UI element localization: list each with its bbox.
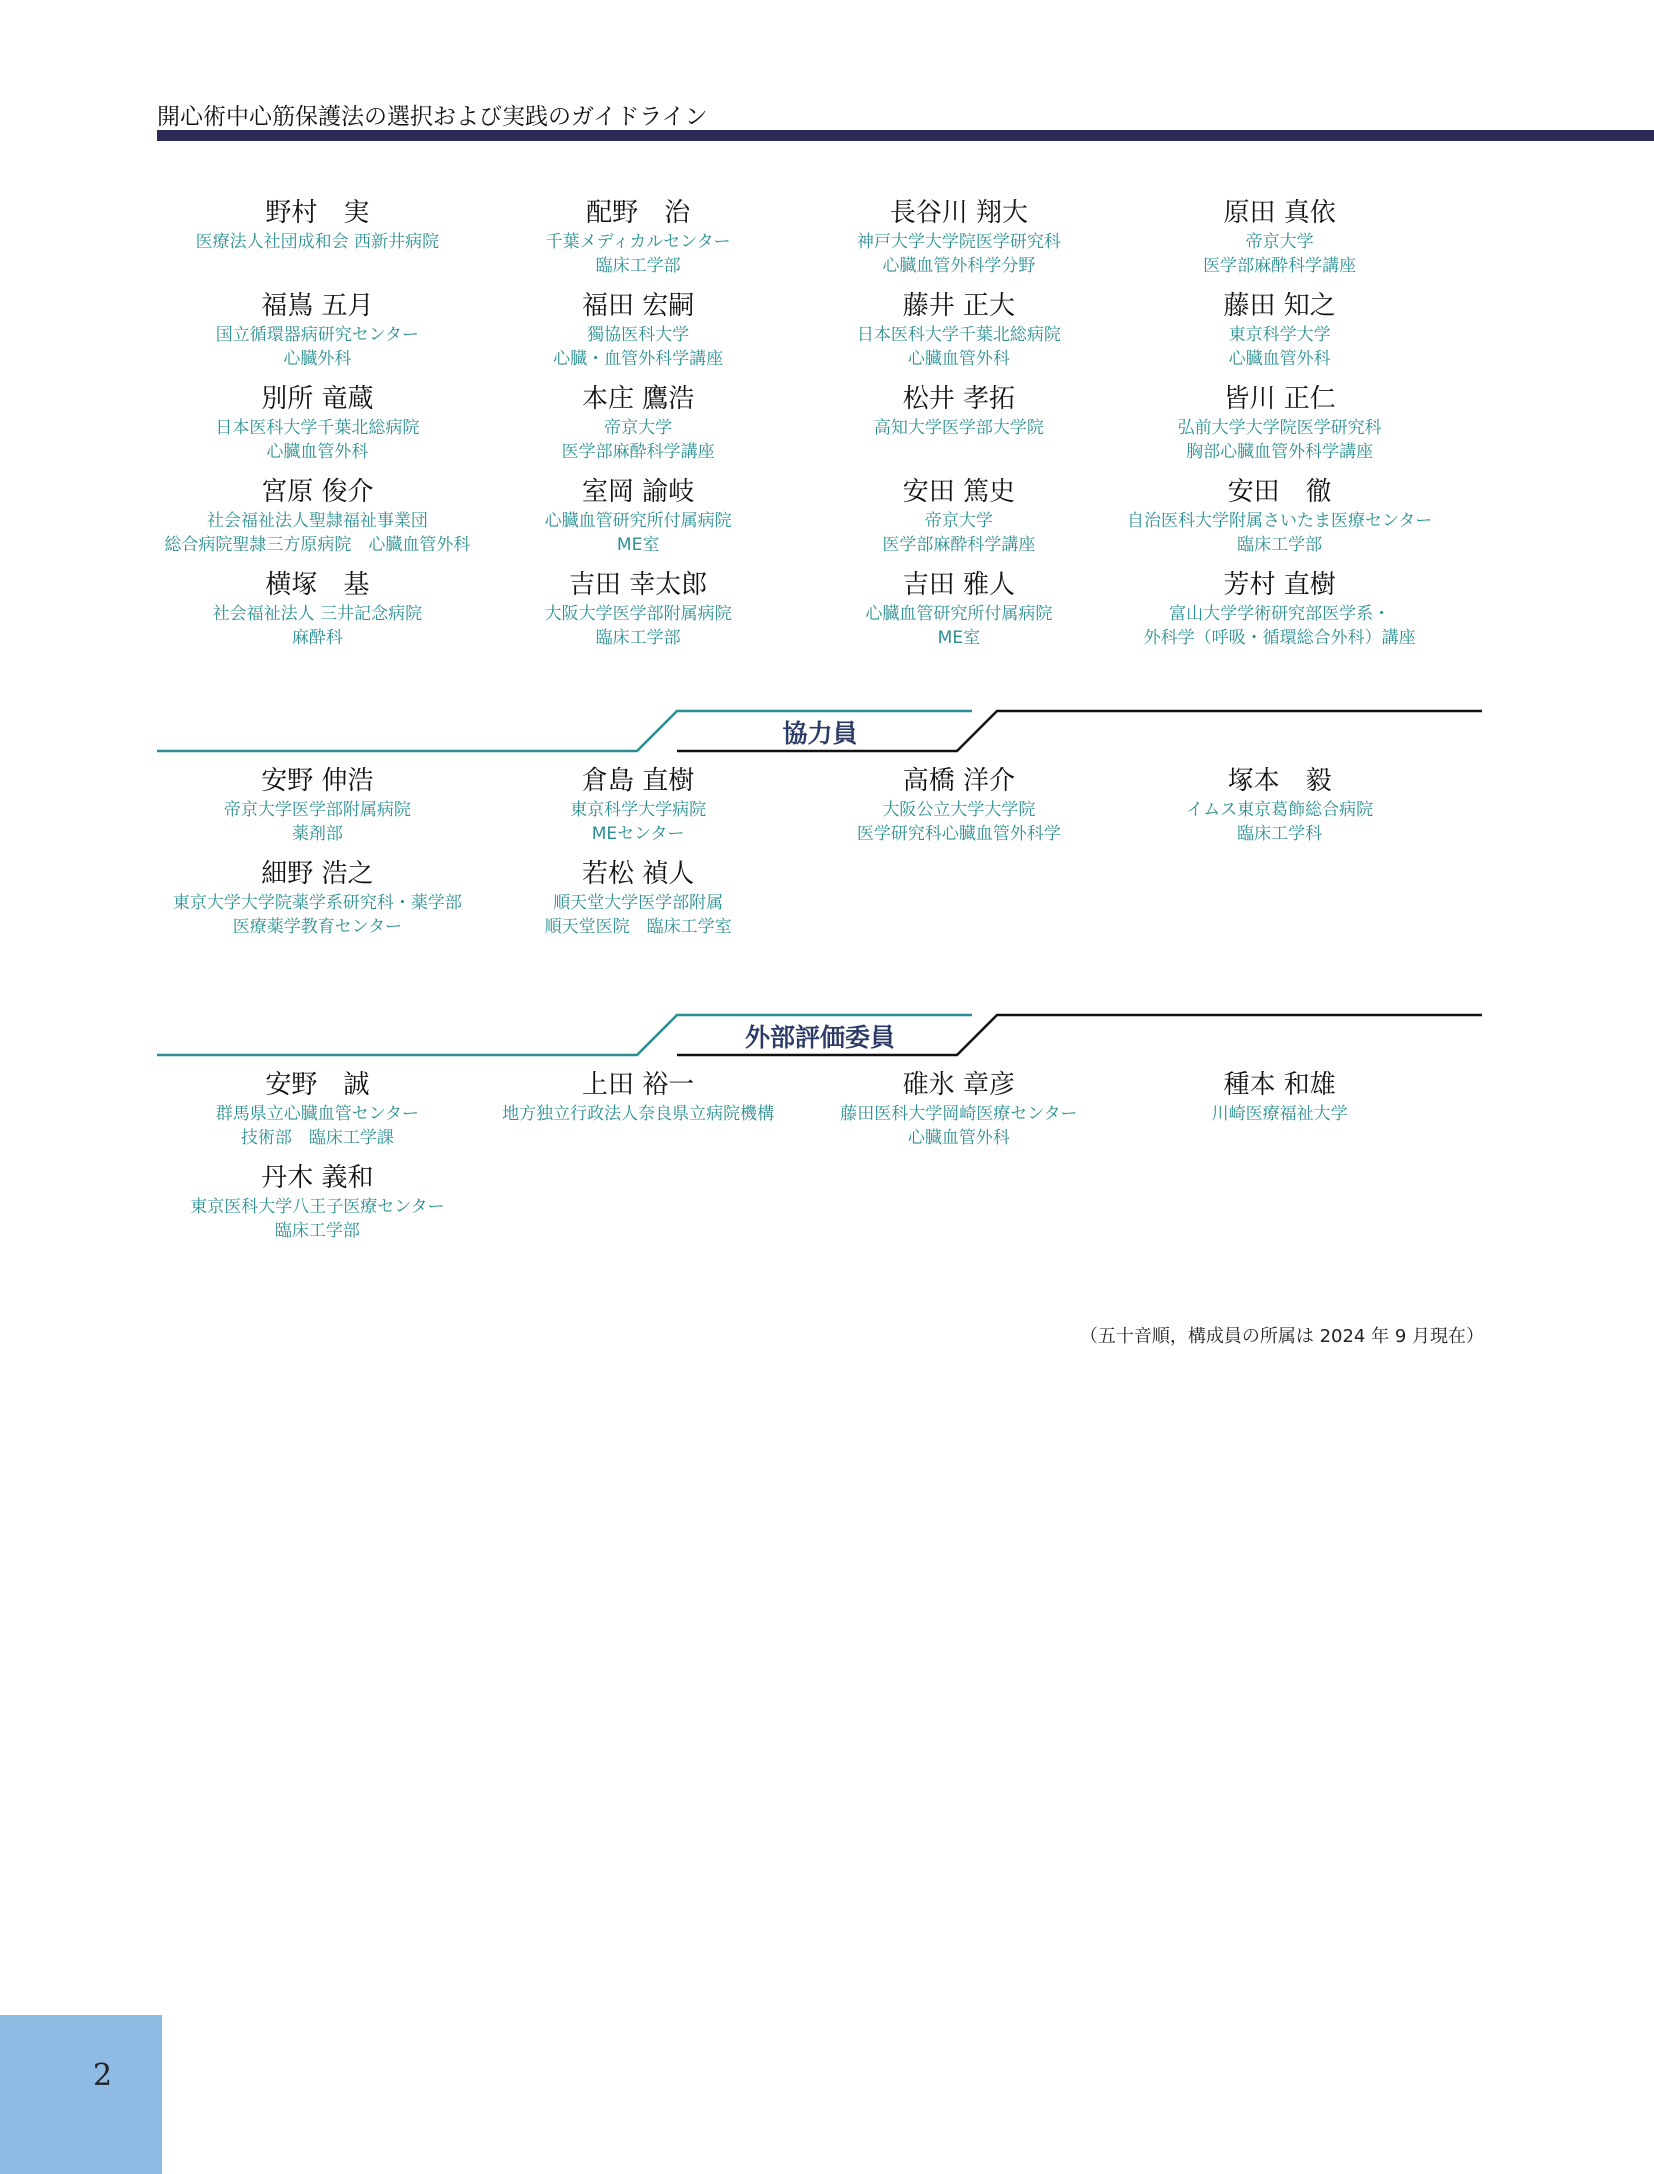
member-affiliation: 富山大学学術研究部医学系・: [1169, 604, 1391, 624]
member-affiliation: 東京科学大学: [1228, 325, 1331, 345]
member-entry: [478, 475, 799, 557]
member-name: 倉島 直樹: [581, 766, 695, 796]
member-affiliation: 医学研究科心臓血管外科学: [856, 824, 1061, 844]
member-affiliation: 心臓・血管外科学講座: [553, 349, 724, 369]
member-affiliation: 心臓血管外科: [907, 349, 1010, 369]
member-affiliation: 日本医科大学千葉北総病院: [856, 325, 1061, 345]
member-name: 長谷川 翔大: [889, 198, 1028, 228]
member-entry: [157, 196, 478, 278]
member-name: 横塚 基: [265, 570, 370, 600]
member-affiliation: 藤田医科大学岡崎医療センター: [840, 1104, 1078, 1124]
member-name: 本庄 鷹浩: [581, 384, 695, 414]
page-number: 2: [92, 2058, 113, 2093]
member-entry: [157, 382, 478, 464]
member-name: 配野 治: [586, 198, 691, 228]
member-entry: [157, 568, 478, 650]
cooperators-grid: [157, 764, 1440, 939]
page-header-title: 開心術中心筋保護法の選択および実践のガイドライン: [157, 104, 708, 130]
member-affiliation: 神戸大学大学院医学研究科: [856, 232, 1061, 252]
member-name: 安野 誠: [265, 1070, 370, 1100]
member-affiliation: 弘前大学大学院医学研究科: [1177, 418, 1382, 438]
member-affiliation: 薬剤部: [291, 824, 343, 844]
member-name: 安田 篤史: [902, 477, 1015, 507]
member-affiliation: 外科学（呼吸・循環総合外科）講座: [1143, 628, 1416, 648]
member-name: 室岡 諭岐: [581, 477, 695, 507]
member-entry: [799, 475, 1120, 557]
member-affiliation: ME室: [616, 535, 660, 555]
member-affiliation: 医療法人社団成和会 西新井病院: [195, 232, 440, 252]
member-entry: [1119, 289, 1440, 371]
member-affiliation: MEセンター: [591, 824, 685, 844]
member-name: 丹木 義和: [261, 1163, 374, 1193]
member-name: 塚本 毅: [1227, 766, 1332, 796]
member-affiliation: 社会福祉法人聖隷福祉事業団: [206, 511, 428, 531]
member-affiliation: 心臓外科: [283, 349, 352, 369]
member-affiliation: 医学部麻酔科学講座: [1203, 256, 1357, 276]
cooperators-heading: 協力員: [782, 719, 858, 748]
member-entry: [799, 1068, 1120, 1150]
member-entry: [157, 1068, 478, 1150]
member-affiliation: 臨床工学科: [1237, 824, 1323, 844]
member-name: 安田 徹: [1227, 477, 1332, 507]
member-entry: [1119, 475, 1440, 557]
member-affiliation: 千葉メディカルセンター: [545, 232, 731, 252]
member-name: 上田 裕一: [581, 1070, 695, 1100]
member-name: 安野 伸浩: [261, 766, 374, 796]
member-affiliation: 臨床工学部: [274, 1221, 360, 1241]
member-affiliation: 東京科学大学病院: [570, 800, 707, 820]
member-affiliation: 大阪公立大学大学院: [882, 800, 1036, 820]
member-affiliation: 心臓血管外科: [266, 442, 369, 462]
member-affiliation: 技術部 臨床工学課: [240, 1128, 394, 1148]
member-affiliation: 川崎医療福祉大学: [1211, 1104, 1348, 1124]
member-entry: [799, 196, 1120, 278]
member-affiliation: 社会福祉法人 三井記念病院: [212, 604, 423, 624]
member-entry: [478, 568, 799, 650]
member-affiliation: 自治医科大学附属さいたま医療センター: [1126, 511, 1433, 531]
member-name: 芳村 直樹: [1223, 570, 1336, 600]
member-affiliation: 心臓血管研究所付属病院: [865, 604, 1053, 624]
member-affiliation: 帝京大学: [604, 418, 673, 438]
member-affiliation: 大阪大学医学部附属病院: [544, 604, 732, 624]
member-entry: [478, 289, 799, 371]
member-affiliation: 医学部麻酔科学講座: [561, 442, 715, 462]
member-name: 福嶌 五月: [261, 291, 374, 321]
member-entry: [1119, 764, 1440, 846]
member-affiliation: 総合病院聖隷三方原病院 心臓血管外科: [164, 535, 471, 555]
member-affiliation: イムス東京葛飾総合病院: [1186, 800, 1374, 820]
header-bar: [157, 130, 1654, 141]
member-name: 宮原 俊介: [261, 477, 374, 507]
member-affiliation: 獨協医科大学: [587, 325, 690, 345]
member-affiliation: 国立循環器病研究センター: [215, 325, 420, 345]
member-name: 吉田 幸太郎: [568, 570, 708, 600]
member-entry: [157, 1161, 478, 1243]
member-affiliation: 臨床工学部: [595, 256, 681, 276]
member-entry: [799, 382, 1120, 464]
member-affiliation: 東京大学大学院薬学系研究科・薬学部: [172, 893, 462, 913]
member-affiliation: 臨床工学部: [1237, 535, 1323, 555]
member-name: 皆川 正仁: [1223, 384, 1336, 414]
member-affiliation: 帝京大学: [924, 511, 993, 531]
member-affiliation: 臨床工学部: [595, 628, 681, 648]
member-entry: [1119, 568, 1440, 650]
external-grid: [157, 1068, 1440, 1243]
member-affiliation: 高知大学医学部大学院: [873, 418, 1044, 438]
member-entry: [478, 382, 799, 464]
member-name: 吉田 雅人: [902, 570, 1015, 600]
member-affiliation: 麻酔科: [291, 628, 343, 648]
member-affiliation: 心臓血管外科: [907, 1128, 1010, 1148]
page-number-box: [0, 2015, 162, 2174]
member-affiliation: 順天堂大学医学部附属: [553, 893, 724, 913]
member-name: 松井 孝拓: [902, 384, 1015, 414]
member-name: 種本 和雄: [1223, 1070, 1336, 1100]
member-entry: [799, 764, 1120, 846]
member-entry: [478, 764, 799, 846]
member-entry: [478, 857, 799, 939]
member-affiliation: ME室: [937, 628, 981, 648]
members-grid: [157, 196, 1440, 650]
footnote: （五十音順，構成員の所属は 2024 年 9 月現在）: [1079, 1326, 1484, 1347]
member-entry: [478, 1068, 799, 1150]
member-entry: [157, 289, 478, 371]
member-name: 野村 実: [265, 198, 370, 228]
member-name: 藤井 正大: [902, 291, 1015, 321]
member-entry: [799, 289, 1120, 371]
member-affiliation: 医学部麻酔科学講座: [882, 535, 1036, 555]
member-affiliation: 心臓血管外科学分野: [882, 256, 1036, 276]
external-heading: 外部評価委員: [744, 1023, 895, 1052]
member-affiliation: 心臓血管研究所付属病院: [544, 511, 732, 531]
member-name: 藤田 知之: [1223, 291, 1336, 321]
member-entry: [157, 475, 478, 557]
member-name: 別所 竜蔵: [261, 384, 374, 414]
member-name: 碓氷 章彦: [902, 1070, 1015, 1100]
member-affiliation: 帝京大学医学部附属病院: [223, 800, 411, 820]
member-affiliation: 日本医科大学千葉北総病院: [215, 418, 420, 438]
member-entry: [157, 764, 478, 846]
member-affiliation: 地方独立行政法人奈良県立病院機構: [502, 1104, 775, 1124]
member-affiliation: 東京医科大学八王子医療センター: [190, 1197, 445, 1217]
member-entry: [157, 857, 478, 939]
member-name: 細野 浩之: [261, 859, 374, 889]
member-name: 原田 真依: [1223, 198, 1336, 228]
member-name: 高橋 洋介: [902, 766, 1015, 796]
member-affiliation: 心臓血管外科: [1228, 349, 1331, 369]
member-name: 福田 宏嗣: [581, 291, 695, 321]
member-name: 若松 禎人: [581, 859, 695, 889]
member-entry: [1119, 196, 1440, 278]
member-affiliation: 医療薬学教育センター: [232, 917, 403, 937]
member-entry: [478, 196, 799, 278]
member-affiliation: 順天堂医院 臨床工学室: [544, 917, 732, 937]
member-affiliation: 帝京大学: [1245, 232, 1314, 252]
member-entry: [1119, 382, 1440, 464]
member-entry: [799, 568, 1120, 650]
member-affiliation: 胸部心臓血管外科学講座: [1186, 442, 1374, 462]
member-entry: [1119, 1068, 1440, 1150]
member-affiliation: 群馬県立心臓血管センター: [215, 1104, 420, 1124]
